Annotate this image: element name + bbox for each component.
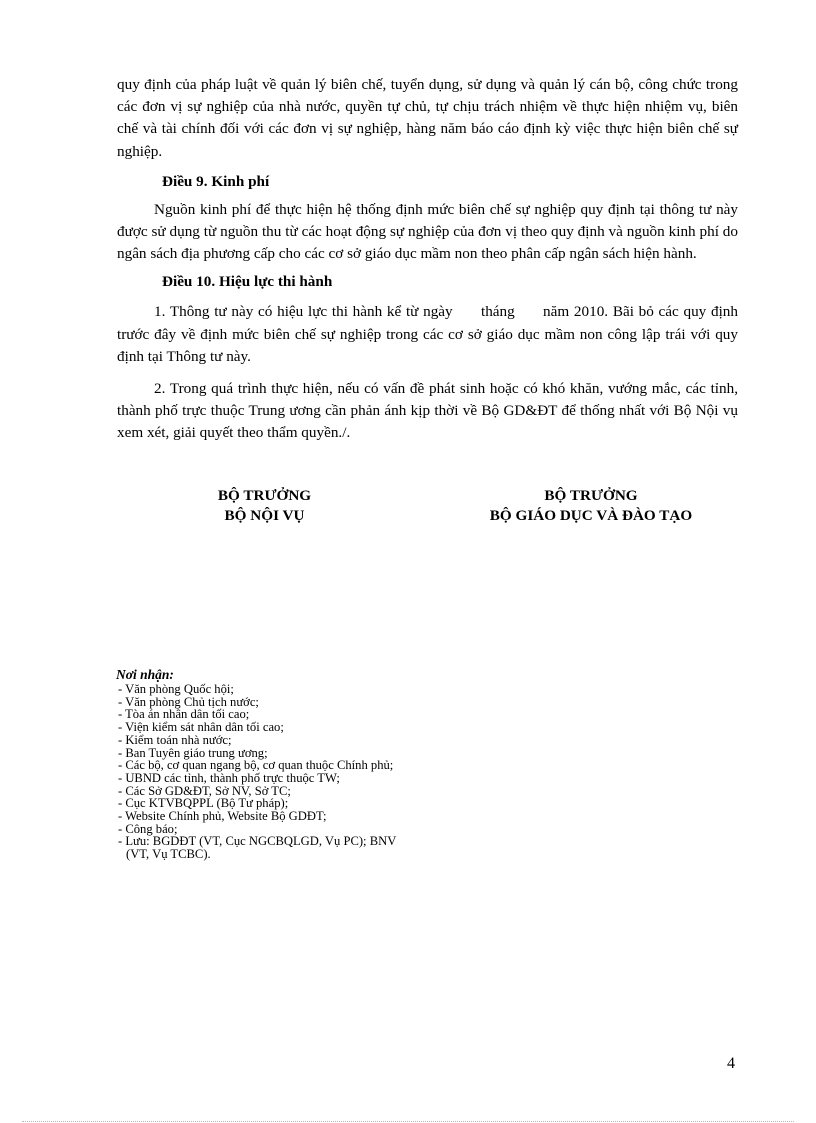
- list-item: - UBND các tỉnh, thành phố trực thuộc TW;: [118, 770, 340, 785]
- recipients-list: [116, 683, 516, 848]
- list-item: - Viện kiểm sát nhân dân tối cao;: [118, 720, 284, 735]
- list-item: - Công báo;: [118, 821, 178, 836]
- article-9-paragraph: Nguồn kinh phí để thực hiện hệ thống định mức biên chế sự nghiệp quy định tại thông tư này được sử dụng từ nguồn thu từ các hoạt động sự nghiệp của đơn vị theo quy định và nguồn kinh phí do ngân sách địa phương cấp cho các cơ sở giáo dục mầm non theo phân cấp ngân sách hiện hành.: [117, 200, 738, 263]
- signature-left-title: BỘ TRƯỞNG: [217, 487, 312, 504]
- list-item: - Cục KTVBQPPL (Bộ Tư pháp);: [118, 796, 289, 811]
- recipients-title: Nơi nhận:: [116, 667, 174, 682]
- list-item: - Văn phòng Quốc hội;: [118, 682, 234, 696]
- document-body: [117, 74, 742, 445]
- list-item: - Website Chính phủ, Website Bộ GDĐT;: [118, 809, 327, 824]
- list-item: - Ban Tuyên giáo trung ương;: [118, 745, 268, 760]
- list-item: - Các Sở GD&ĐT, Sở NV, Sở TC;: [118, 783, 291, 798]
- list-item: - Các bộ, cơ quan ngang bộ, cơ quan thuộc Chính phủ;: [118, 758, 394, 773]
- signature-left-ministry: BỘ NỘI VỤ: [224, 507, 305, 524]
- page-bottom-divider: [22, 1121, 794, 1122]
- page-number: 4: [727, 1055, 735, 1072]
- signature-right-title: BỘ TRƯỞNG: [544, 487, 638, 504]
- list-item: - Lưu: BGDĐT (VT, Cục NGCBQLGD, Vụ PC); BNV: [118, 834, 397, 849]
- signature-left: [187, 486, 342, 526]
- signature-right: [457, 486, 725, 526]
- signature-right-ministry: BỘ GIÁO DỤC VÀ ĐÀO TẠO: [489, 507, 693, 524]
- list-item: - Văn phòng Chủ tịch nước;: [118, 694, 259, 709]
- article-10-heading: Điều 10. Hiệu lực thi hành: [162, 273, 333, 291]
- paragraph-continuation: quy định của pháp luật về quản lý biên chế, tuyển dụng, sử dụng và quản lý cán bộ, công chức trong các đơn vị sự nghiệp của nhà nước, quyền tự chủ, tự chịu trách nhiệm về thực hiện nhiệm vụ, biên chế và tài chính đối với các đơn vị sự nghiệp, hàng năm báo cáo định kỳ việc thực hiện biên chế sự nghiệp.: [117, 76, 738, 160]
- article-10-clause-1: 1. Thông tư này có hiệu lực thi hành kể từ ngày tháng năm 2010. Bãi bỏ các quy định trước đây về định mức biên chế sự nghiệp trong các cơ sở giáo dục mầm non công lập trái với quy định tại Thông tư này.: [117, 303, 742, 365]
- recipients-section: [116, 667, 516, 861]
- list-item: - Tòa án nhân dân tối cao;: [118, 707, 250, 722]
- article-9-heading: Điều 9. Kinh phí: [162, 172, 270, 190]
- recipients-continuation: (VT, Vụ TCBC).: [126, 847, 211, 862]
- article-10-clause-2: 2. Trong quá trình thực hiện, nếu có vấn đề phát sinh hoặc có khó khăn, vướng mắc, các tỉnh, thành phố trực thuộc Trung ương cần phản ánh kịp thời về Bộ GD&ĐT để thống nhất với Bộ Nội vụ xem xét, giải quyết theo thẩm quyền./.: [117, 380, 738, 442]
- list-item: - Kiểm toán nhà nước;: [118, 732, 232, 747]
